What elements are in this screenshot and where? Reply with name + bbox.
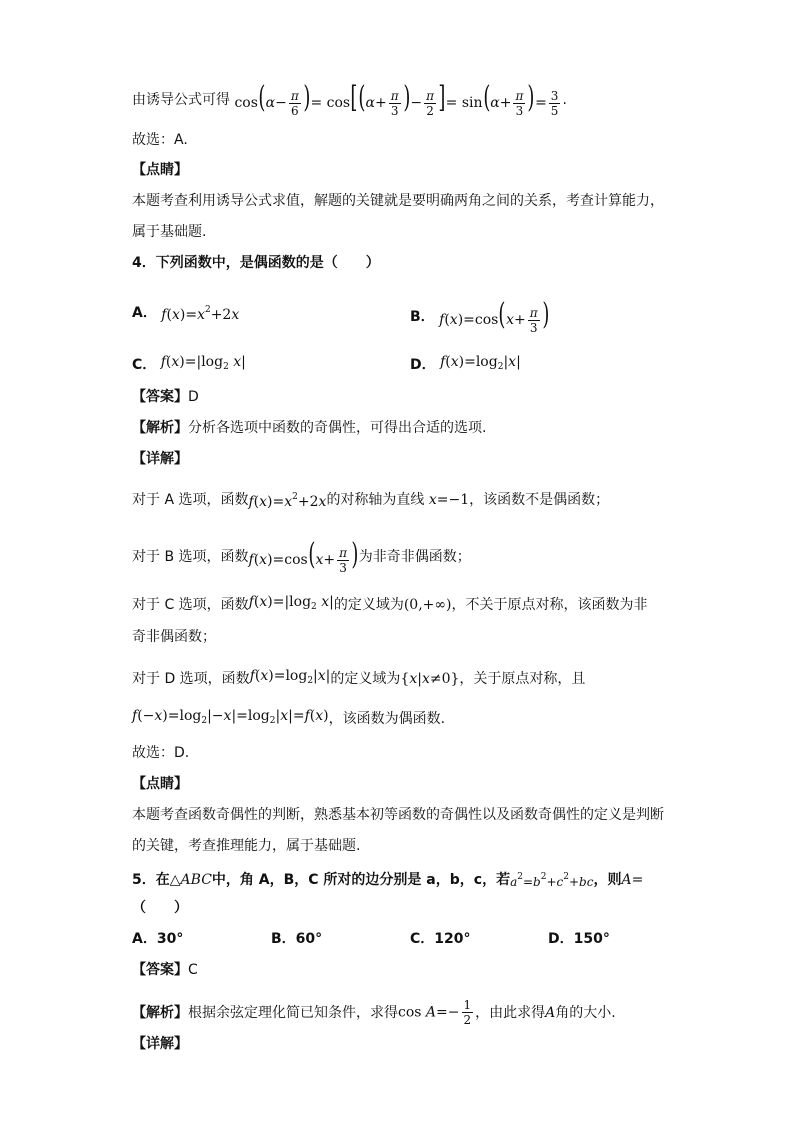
q5-stem-mid2: ，则: [593, 871, 622, 888]
detail-a-pre: 对于 A 选项，函数: [132, 491, 249, 508]
comment1-line2: 属于基础题.: [132, 224, 207, 240]
detail-d2-post: ，该函数为偶函数.: [328, 710, 446, 727]
q4-detail-d2: $f(-x)=\log_2|-x|=\log_2|x|=f(x)$ ，该函数为偶函数.: [132, 708, 446, 727]
choose-d-line: 故选：D.: [132, 745, 190, 761]
intro-formula: cos(α− $\frac{\pi}{6}$ )= cos[(α+ $\frac{\pi}{3}$ )− $\frac{\pi}{2}$ ]= sin(α+ $\frac{\pi}{3}$ )= $\frac{3}{5}$: [230, 80, 559, 118]
q5-option-d: D．150°: [548, 931, 610, 947]
q4-detail-d: 对于 D 选项，函数 $f(x)=\log_2|x|$ 的定义域为 {x|x≠0} ，关于原点对称，且: [132, 668, 586, 687]
comment2-tag: 【点睛】: [132, 776, 188, 792]
analysis-post: 角的大小.: [555, 1004, 616, 1021]
analysis-tag: 【解析】: [132, 1004, 188, 1021]
q5-analysis: 【解析】 根据余弦定理化简已知条件，求得 cos A=− $\frac{1}{2}$ ，由此求得 A 角的大小.: [132, 998, 616, 1027]
q5-stem-pre: 5．在: [132, 871, 170, 888]
q4-option-d-label: D．: [410, 356, 436, 373]
answer-value: D: [188, 389, 199, 405]
detail-c-post: ，不关于原点对称，该函数为非: [451, 596, 648, 613]
answer-value: C: [188, 962, 198, 978]
comment2-line1: 本题考查函数奇偶性的判断，熟悉基本初等函数的奇偶性以及函数奇偶性的定义是判断: [132, 807, 664, 823]
detail-a-post: ，该函数不是偶函数；: [469, 491, 610, 508]
detail-d-pre: 对于 D 选项，函数: [132, 670, 250, 687]
comment1-tag: 【点睛】: [132, 162, 188, 178]
q5-detail-tag: 【详解】: [132, 1036, 188, 1052]
q4-analysis: [132, 418, 486, 438]
q4-option-a: A． $f(x)=x^2+2x$: [132, 304, 240, 323]
q4-detail-tag: 【详解】: [132, 451, 188, 467]
detail-d-post: ，关于原点对称，且: [459, 670, 586, 687]
q4-option-d: D． $f(x)=\log_2|x|$: [410, 354, 521, 373]
intro-line: [132, 80, 567, 118]
q4-detail-c: 对于 C 选项，函数 $f(x)=|\log_2$ x| 的定义域为 (0,+∞) ，不关于原点对称，该函数为非: [132, 594, 648, 613]
answer-tag: 【答案】: [132, 389, 188, 405]
q5-paren: （ ）: [132, 900, 188, 916]
q4-option-b-label: B．: [410, 309, 435, 326]
q4-option-b: B． f(x)=cos(x+ $\frac{\pi}{3}$ ): [410, 297, 549, 335]
analysis-tag: 【解析】: [132, 420, 188, 436]
q4-option-c: C． $f(x)=|\log_2$ x|: [132, 354, 246, 373]
q4-stem: 4．下列函数中，是偶函数的是（ ）: [132, 255, 380, 271]
intro-text: 由诱导公式可得: [132, 92, 230, 109]
choose-a-line: 故选：A.: [132, 132, 188, 148]
detail-c-pre: 对于 C 选项，函数: [132, 596, 249, 613]
q4-option-c-label: C．: [132, 356, 157, 373]
analysis-pre: 根据余弦定理化简已知条件，求得: [188, 1004, 398, 1021]
q4-detail-c2: 奇非偶函数；: [132, 629, 216, 645]
answer-tag: 【答案】: [132, 962, 188, 978]
intro-end: .: [562, 92, 567, 109]
q5-option-c: C．120°: [410, 931, 471, 947]
q4-answer: [132, 387, 199, 407]
detail-b-post: 为非奇非偶函数；: [358, 549, 471, 566]
q5-stem-mid1: 中，角 A，B，C 所对的边分别是 a，b，c，若: [211, 871, 511, 888]
comment1-line1: 本题考查利用诱导公式求值，解题的关键就是要明确两角之间的关系，考查计算能力，: [132, 193, 664, 209]
detail-d-mid: 的定义域为: [330, 670, 401, 687]
q5-option-a: A．30°: [132, 931, 184, 947]
q5-stem: 5．在 △ABC 中，角 A，B，C 所对的边分别是 a，b，c，若 $a^2=b^2+c^2+bc$ ，则 A =: [132, 871, 644, 889]
comment2-line2: 的关键，考查推理能力，属于基础题.: [132, 838, 361, 854]
analysis-text: 分析各选项中函数的奇偶性，可得出合适的选项.: [188, 420, 487, 436]
detail-b-pre: 对于 B 选项，函数: [132, 549, 249, 566]
analysis-mid: ，由此求得: [475, 1004, 546, 1021]
q4-detail-a: 对于 A 选项，函数 $f(x)=x^2+2x$ 的对称轴为直线 x=−1 ，该函数不是偶函数；: [132, 491, 610, 510]
q4-option-a-label: A．: [132, 304, 157, 321]
q4-detail-b: 对于 B 选项，函数 f(x)=cos(x+ $\frac{\pi}{3}$ ) 为非奇非偶函数；: [132, 537, 471, 575]
detail-a-mid: 的对称轴为直线: [326, 491, 425, 508]
q5-option-b: B．60°: [271, 931, 323, 947]
q5-answer: [132, 960, 198, 980]
detail-c-mid: 的定义域为: [333, 596, 404, 613]
